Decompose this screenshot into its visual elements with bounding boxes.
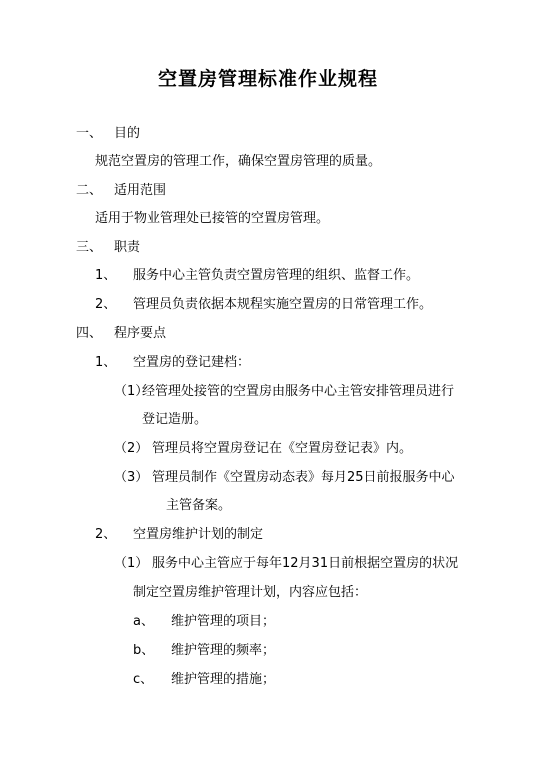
point-text: 维护管理的频率；: [171, 643, 276, 658]
point-text: 维护管理的项目；: [171, 614, 276, 629]
procedure-item: 空置房的登记建档：: [133, 355, 251, 370]
duty-item: 管理员负责依据本规程实施空置房的日常管理工作。: [133, 297, 433, 312]
section-heading-purpose: 目的: [114, 126, 141, 141]
section-heading-procedure: 程序要点: [114, 326, 167, 341]
sub-item-number: （1）: [114, 556, 149, 571]
duty-item: 服务中心主管负责空置房管理的组织、监督工作。: [133, 268, 420, 283]
section-number: 一、: [76, 126, 103, 141]
point-letter: a、: [133, 614, 154, 629]
section-number: 二、: [76, 183, 103, 198]
section-body-purpose: 规范空置房的管理工作，确保空置房管理的质量。: [95, 154, 382, 169]
sub-item-text-cont: 制定空置房维护管理计划，内容应包括：: [133, 585, 368, 600]
sub-item-text: 管理员制作《空置房动态表》每月25日前报服务中心: [152, 470, 455, 485]
sub-item-text-cont: 登记造册。: [142, 412, 208, 427]
sub-item-number: （3）: [114, 470, 149, 485]
item-number: 1、: [95, 355, 117, 370]
sub-item-number: （1）: [114, 384, 149, 399]
item-number: 1、: [95, 268, 117, 283]
section-number: 四、: [76, 326, 103, 341]
point-letter: c、: [133, 672, 154, 687]
section-number: 三、: [76, 240, 103, 255]
sub-item-text: 服务中心主管应于每年12月31日前根据空置房的状况: [152, 556, 459, 571]
point-text: 维护管理的措施；: [171, 672, 276, 687]
sub-item-text-cont: 主管备案。: [166, 498, 232, 513]
point-letter: b、: [133, 643, 155, 658]
sub-item-number: （2）: [114, 441, 149, 456]
document-title: 空置房管理标准作业规程: [157, 68, 378, 90]
sub-item-text: 经管理处接管的空置房由服务中心主管安排管理员进行: [142, 384, 455, 399]
section-heading-scope: 适用范围: [114, 183, 167, 198]
section-heading-duties: 职责: [114, 240, 141, 255]
section-body-scope: 适用于物业管理处已接管的空置房管理。: [95, 211, 330, 226]
item-number: 2、: [95, 527, 117, 542]
procedure-item: 空置房维护计划的制定: [133, 527, 264, 542]
item-number: 2、: [95, 297, 117, 312]
sub-item-text: 管理员将空置房登记在《空置房登记表》内。: [152, 441, 413, 456]
